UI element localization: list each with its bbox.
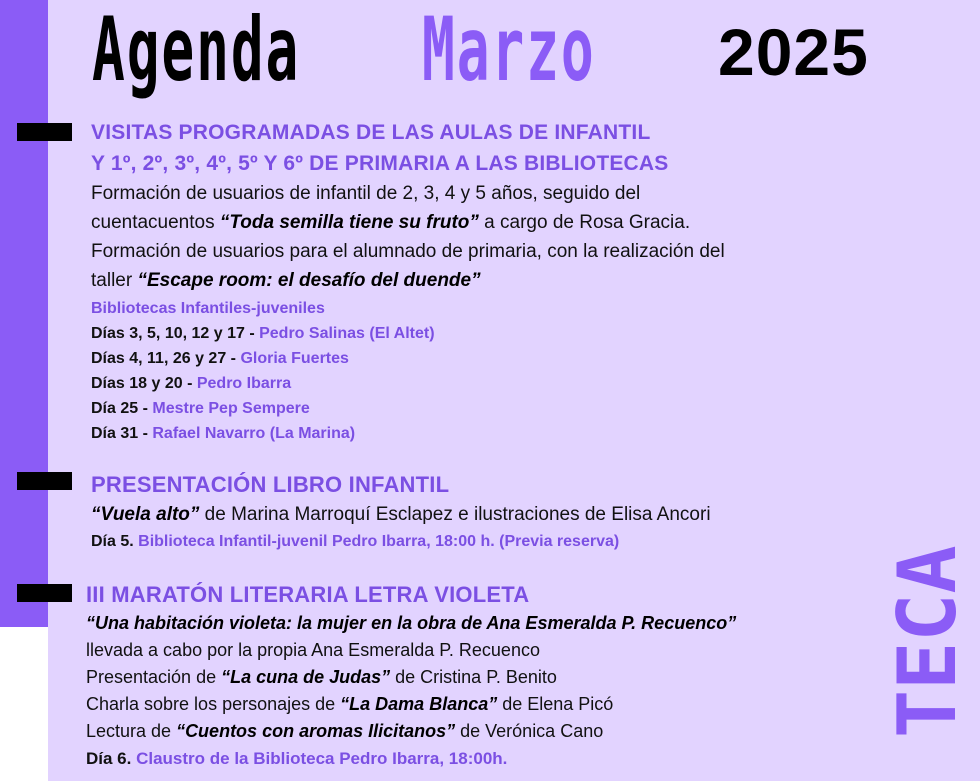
paragraph-line: cuentacuentos “Toda semilla tiene su fruto” a cargo de Rosa Gracia. — [91, 212, 691, 233]
day-row: Días 4, 11, 26 y 27 - Gloria Fuertes — [91, 350, 349, 367]
quoted-title: “La cuna de Judas” — [221, 667, 391, 687]
section-maraton — [86, 579, 966, 772]
title-word-month: Marzo — [422, 0, 596, 101]
paragraph-line: Presentación de “La cuna de Judas” de Cristina P. Benito — [86, 667, 557, 687]
quoted-title: “Escape room: el desafío del duende” — [137, 270, 481, 291]
vertical-side-text: TECA — [881, 545, 974, 738]
day-row: Día 31 - Rafael Navarro (La Marina) — [91, 425, 356, 442]
side-stripe-lower — [0, 627, 48, 781]
date-row: Día 6. Claustro de la Biblioteca Pedro Ibarra, 18:00h. — [86, 749, 508, 768]
section-presentacion — [91, 469, 971, 554]
paragraph-line: taller “Escape room: el desafío del duende” — [91, 270, 481, 291]
day-row: Días 18 y 20 - Pedro Ibarra — [91, 375, 292, 392]
quoted-title: “Toda semilla tiene su fruto” — [219, 212, 479, 233]
section-marker — [17, 472, 72, 490]
paragraph-line: Lectura de “Cuentos con aromas Ilicitanos” de Verónica Cano — [86, 721, 604, 741]
libraries-label: Bibliotecas Infantiles-juveniles — [91, 300, 325, 317]
paragraph-line: Formación de usuarios para el alumnado de primaria, con la realización del — [91, 241, 725, 262]
section-marker — [17, 123, 72, 141]
paragraph-line: Formación de usuarios de infantil de 2, 3, 4 y 5 años, seguido del — [91, 183, 641, 204]
quoted-title: “La Dama Blanca” — [340, 694, 498, 714]
day-row: Día 25 - Mestre Pep Sempere — [91, 400, 310, 417]
quoted-title: “Cuentos con aromas Ilicitanos” — [176, 721, 456, 741]
paragraph-line: Charla sobre los personajes de “La Dama Blanca” de Elena Picó — [86, 694, 614, 714]
section-heading: PRESENTACIÓN LIBRO INFANTIL — [91, 472, 450, 497]
paragraph-line: “Vuela alto” de Marina Marroquí Esclapez e ilustraciones de Elisa Ancori — [91, 504, 711, 525]
quoted-title: “Una habitación violeta: la mujer en la obra de Ana Esmeralda P. Recuenco” — [86, 613, 737, 633]
title-word-agenda: Agenda — [92, 0, 301, 101]
section-heading: Y 1º, 2º, 3º, 4º, 5º Y 6º DE PRIMARIA A LAS BIBLIOTECAS — [91, 152, 669, 175]
section-marker — [17, 584, 72, 602]
side-stripe — [0, 0, 48, 627]
section-visitas — [91, 117, 971, 446]
section-heading: III MARATÓN LITERARIA LETRA VIOLETA — [86, 582, 530, 607]
section-heading: VISITAS PROGRAMADAS DE LAS AULAS DE INFANTIL — [91, 121, 651, 144]
day-row: Días 3, 5, 10, 12 y 17 - Pedro Salinas (El Altet) — [91, 325, 435, 342]
date-row: Día 5. Biblioteca Infantil-juvenil Pedro Ibarra, 18:00 h. (Previa reserva) — [91, 533, 620, 550]
quoted-title: “Vuela alto” — [91, 504, 200, 525]
paragraph-line: llevada a cabo por la propia Ana Esmeralda P. Recuenco — [86, 640, 540, 660]
page-title — [92, 0, 972, 100]
title-year: 2025 — [718, 15, 869, 89]
